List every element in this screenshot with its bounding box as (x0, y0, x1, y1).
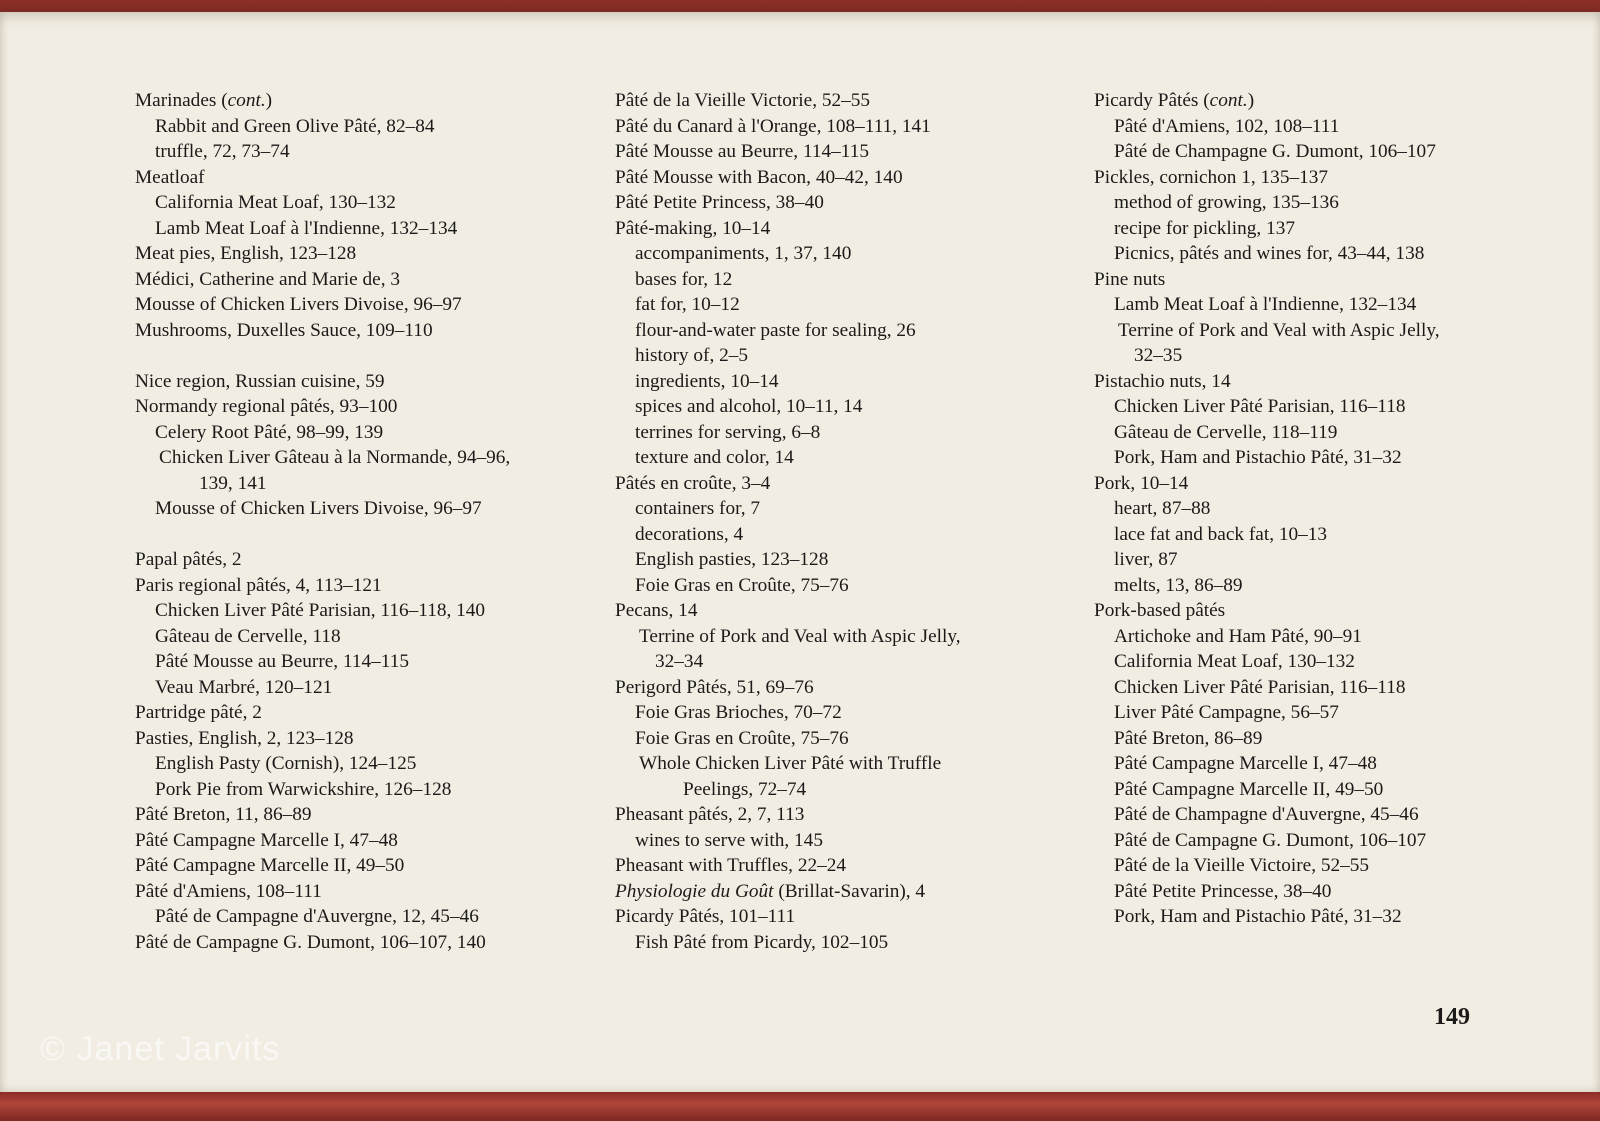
index-subentry: Mousse of Chicken Livers Divoise, 96–97 (155, 498, 482, 519)
continued-marker: cont. (1209, 90, 1248, 111)
index-subentry: Terrine of Pork and Veal with Aspic Jelly, (1118, 319, 1440, 341)
index-subentry: fat for, 10–12 (635, 294, 740, 315)
index-subentry: containers for, 7 (635, 498, 761, 519)
entry-gap (135, 522, 605, 548)
index-entry: Pickles, cornichon 1, 135–137 (1094, 166, 1329, 188)
index-column-2 (615, 88, 1055, 955)
index-subentry: Pork, Ham and Pistachio Pâté, 31–32 (1114, 906, 1402, 927)
index-entry: Pheasant pâtés, 2, 7, 113 (615, 804, 805, 825)
index-entry: Paris regional pâtés, 4, 113–121 (135, 574, 382, 596)
paren-open: ( (1203, 90, 1210, 111)
index-subentry: 139, 141 (199, 472, 267, 494)
index-subentry: method of growing, 135–136 (1114, 192, 1339, 213)
index-entry: Pâté-making, 10–14 (615, 217, 771, 239)
index-entry: Médici, Catherine and Marie de, 3 (135, 268, 401, 290)
index-entry: Partridge pâté, 2 (135, 702, 262, 723)
continued-marker: cont. (227, 90, 266, 111)
index-subentry: Picnics, pâtés and wines for, 43–44, 138 (1114, 243, 1425, 264)
index-subentry: spices and alcohol, 10–11, 14 (635, 396, 863, 417)
index-entry: Pâté Breton, 11, 86–89 (135, 804, 312, 825)
index-subentry: California Meat Loaf, 130–132 (155, 192, 396, 213)
index-entry: Mousse of Chicken Livers Divoise, 96–97 (135, 294, 462, 315)
index-subentry: Fish Pâté from Picardy, 102–105 (635, 931, 889, 953)
index-entry: Nice region, Russian cuisine, 59 (135, 370, 385, 392)
index-subentry: Pâté Mousse au Beurre, 114–115 (155, 651, 409, 672)
index-entry: Pâté Petite Princess, 38–40 (615, 192, 824, 213)
index-subentry: decorations, 4 (635, 523, 744, 545)
index-entry: Pâté Mousse au Beurre, 114–115 (615, 141, 869, 162)
entry-text: Picardy Pâtés (1094, 90, 1204, 111)
index-entry: Pheasant with Truffles, 22–24 (615, 855, 847, 876)
index-entry (1094, 88, 1534, 114)
index-entry (615, 879, 1055, 905)
index-subentry: Chicken Liver Pâté Parisian, 116–118 (1114, 676, 1406, 698)
index-entry: Pasties, English, 2, 123–128 (135, 727, 354, 749)
entry-gap (135, 343, 605, 369)
index-entry: Pâtés en croûte, 3–4 (615, 472, 771, 494)
index-subentry: lace fat and back fat, 10–13 (1114, 523, 1328, 545)
index-subentry: Veau Marbré, 120–121 (155, 676, 333, 698)
index-subentry: Pâté Campagne Marcelle I, 47–48 (1114, 753, 1377, 774)
index-entry: Pine nuts (1094, 268, 1166, 290)
index-entry: Mushrooms, Duxelles Sauce, 109–110 (135, 319, 433, 341)
index-subentry: melts, 13, 86–89 (1114, 574, 1243, 596)
index-subentry: Terrine of Pork and Veal with Aspic Jelly, (639, 625, 961, 647)
index-entry: Pork-based pâtés (1094, 600, 1226, 621)
index-subentry: English Pasty (Cornish), 124–125 (155, 753, 417, 774)
index-entry: Pecans, 14 (615, 600, 698, 621)
index-subentry: California Meat Loaf, 130–132 (1114, 651, 1355, 672)
index-subentry: 32–34 (655, 651, 704, 672)
index-subentry: Pâté de Campagne d'Auvergne, 12, 45–46 (155, 906, 479, 927)
index-subentry: Foie Gras en Croûte, 75–76 (635, 574, 849, 596)
page-number: 149 (1434, 1004, 1470, 1030)
paren-open: ( (221, 90, 228, 111)
index-subentry: Pâté de la Vieille Victoire, 52–55 (1114, 855, 1370, 876)
index-subentry: Pork, Ham and Pistachio Pâté, 31–32 (1114, 447, 1402, 468)
paren-close: ) (1247, 90, 1255, 111)
index-subentry: recipe for pickling, 137 (1114, 217, 1295, 239)
index-subentry: Gâteau de Cervelle, 118–119 (1114, 421, 1338, 443)
index-subentry: accompaniments, 1, 37, 140 (635, 243, 852, 264)
index-subentry: Pâté d'Amiens, 102, 108–111 (1114, 115, 1340, 137)
index-subentry: ingredients, 10–14 (635, 370, 779, 392)
index-entry: Picardy Pâtés, 101–111 (615, 906, 796, 927)
entry-text: (Brillat-Savarin), 4 (773, 880, 926, 902)
index-entry: Pâté de la Vieille Victorie, 52–55 (615, 90, 871, 111)
index-subentry: Lamb Meat Loaf à l'Indienne, 132–134 (155, 217, 458, 239)
index-entry: Pistachio nuts, 14 (1094, 370, 1231, 392)
index-subentry: heart, 87–88 (1114, 498, 1211, 519)
index-entry: Papal pâtés, 2 (135, 549, 242, 570)
index-entry: Pâté Mousse with Bacon, 40–42, 140 (615, 166, 903, 188)
index-subentry: Foie Gras Brioches, 70–72 (635, 702, 842, 723)
book-cover-bottom-edge (0, 1092, 1600, 1121)
index-subentry: Chicken Liver Gâteau à la Normande, 94–96, (159, 447, 511, 468)
index-entry: Pâté Campagne Marcelle I, 47–48 (135, 829, 398, 851)
index-subentry: Pâté de Champagne d'Auvergne, 45–46 (1114, 804, 1419, 825)
book-title: Physiologie du Goût (615, 880, 774, 902)
index-entry: Pork, 10–14 (1094, 472, 1189, 494)
index-subentry: Peelings, 72–74 (683, 778, 807, 800)
index-subentry: Celery Root Pâté, 98–99, 139 (155, 421, 384, 443)
index-column-3 (1094, 88, 1534, 930)
index-subentry: 32–35 (1134, 345, 1183, 366)
index-subentry: Artichoke and Ham Pâté, 90–91 (1114, 625, 1362, 647)
index-subentry: Liver Pâté Campagne, 56–57 (1114, 702, 1339, 723)
index-subentry: Lamb Meat Loaf à l'Indienne, 132–134 (1114, 294, 1417, 315)
index-entry: Normandy regional pâtés, 93–100 (135, 396, 398, 417)
index-subentry: Rabbit and Green Olive Pâté, 82–84 (155, 115, 435, 137)
index-subentry: Pâté Breton, 86–89 (1114, 727, 1263, 749)
index-subentry: Gâteau de Cervelle, 118 (155, 625, 341, 647)
index-subentry: texture and color, 14 (635, 447, 794, 468)
index-subentry: Pâté de Campagne G. Dumont, 106–107 (1114, 829, 1427, 851)
index-entry: Pâté de Campagne G. Dumont, 106–107, 140 (135, 931, 486, 953)
index-entry: Pâté d'Amiens, 108–111 (135, 880, 322, 902)
index-entry: Meat pies, English, 123–128 (135, 243, 357, 264)
index-subentry: Whole Chicken Liver Pâté with Truffle (639, 753, 942, 774)
index-subentry: wines to serve with, 145 (635, 829, 823, 851)
index-entry: Pâté du Canard à l'Orange, 108–111, 141 (615, 115, 931, 137)
index-subentry: Pork Pie from Warwickshire, 126–128 (155, 778, 452, 800)
index-entry: Perigord Pâtés, 51, 69–76 (615, 676, 814, 698)
index-entry: Meatloaf (135, 166, 205, 188)
index-subentry: Foie Gras en Croûte, 75–76 (635, 727, 849, 749)
index-subentry: Chicken Liver Pâté Parisian, 116–118, 140 (155, 600, 486, 621)
index-subentry: terrines for serving, 6–8 (635, 421, 821, 443)
index-subentry: bases for, 12 (635, 268, 733, 290)
index-subentry: Pâté de Champagne G. Dumont, 106–107 (1114, 141, 1436, 162)
index-subentry: Pâté Petite Princesse, 38–40 (1114, 880, 1332, 902)
entry-text: Marinades (135, 90, 222, 111)
index-subentry: Chicken Liver Pâté Parisian, 116–118 (1114, 396, 1406, 417)
copyright-watermark: © Janet Jarvits (40, 1030, 281, 1068)
paren-close: ) (265, 90, 273, 111)
index-subentry: liver, 87 (1114, 549, 1178, 570)
index-entry: Pâté Campagne Marcelle II, 49–50 (135, 855, 405, 876)
index-subentry: truffle, 72, 73–74 (155, 141, 290, 162)
book-page (0, 12, 1600, 1094)
index-subentry: English pasties, 123–128 (635, 549, 829, 570)
index-subentry: history of, 2–5 (635, 345, 749, 366)
index-subentry: Pâté Campagne Marcelle II, 49–50 (1114, 778, 1384, 800)
index-entry (135, 88, 605, 114)
index-column-1 (135, 88, 605, 955)
index-subentry: flour-and-water paste for sealing, 26 (635, 319, 916, 341)
